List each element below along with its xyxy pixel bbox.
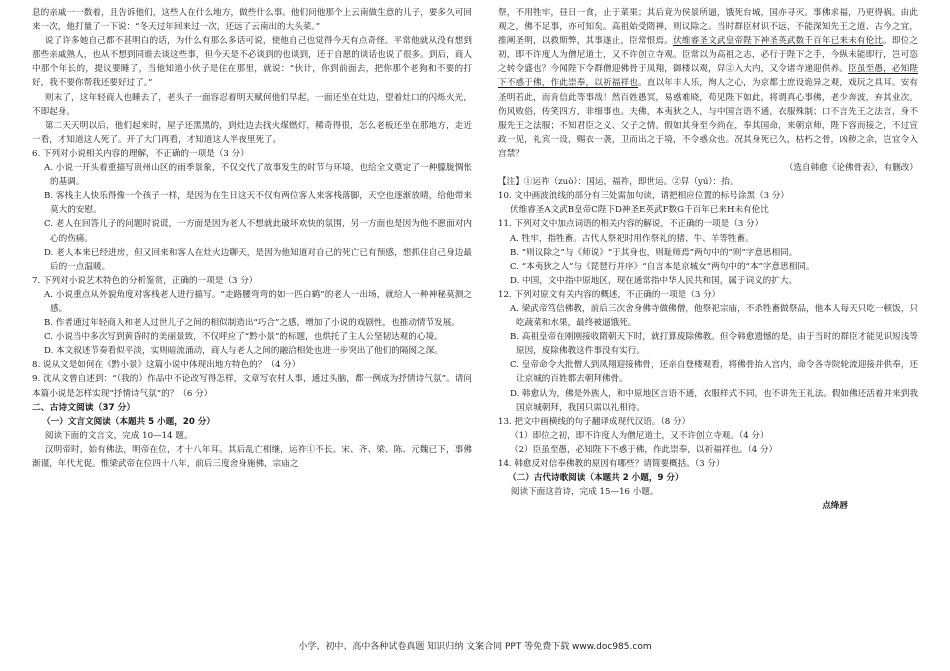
question-9: 9. 沈从文曾自述到：“（我的）作品中不论改写得怎样，文章写农村人事，通过头脑，都一例成为抒情诗气氛”。请问本篇小说是怎样实现“抒情诗气氛”的？（6 分） — [32, 374, 472, 399]
annotation-note: 【注】①运祚（zuò）：国运，福祚，即世运。②舁（yú）：抬。 — [498, 177, 739, 188]
question-6-option-c: C. 老人在回答儿子的问题时说谎，一方面是因为老人不想就此破坏欢快的氛围，另一方面也是因为他不愿面对内心的伤痛。 — [44, 219, 472, 244]
question-12: 12. 下列对原文有关内容的概述，不正确的一项是（3 分） — [498, 289, 721, 300]
classical-text — [498, 6, 918, 161]
question-7-option-b: B. 作者通过年轻商人和老人过世儿子之间的相似制造出“巧合”之感，增加了小说的戏剧性，也推动情节发展。 — [44, 318, 460, 329]
question-13-item-2: （2）臣虽至愚，必知陛下不惑于佛，作此崇奉，以祈福祥也。（4 分） — [510, 444, 778, 455]
question-12-option-c: C. 皇帝命令大批僧人到凤翔迎接佛骨，还亲自登楼观看，将佛骨抬入宫内，命令各寺院轮流迎接并供奉，还让京城的百姓都去朝拜佛骨。 — [510, 360, 918, 385]
question-13: 13. 把文中画横线的句子翻译成现代汉语。（8 分） — [498, 416, 691, 427]
question-6-option-d: D. 老人本来已经进房，但又回来和客人在灶火边聊天，是因为他知道对自己的死亡已有预感，想抓住自己身边最后的一点温暖。 — [44, 247, 472, 272]
source-citation: （选自韩愈《论佛骨表》，有删改） — [784, 163, 918, 174]
footer-text: 小学、初中、高中各种试卷真题 知识归纳 文案合同 PPT 等免费下载 www.doc985.com — [298, 642, 652, 652]
reading-instruction: 阅读下面的文言文，完成 10—14 题。 — [44, 430, 193, 441]
question-7: 7. 下列对小说艺术特色的分析鉴赏，正确的一项是（3 分） — [32, 275, 258, 286]
question-12-option-b: B. 高祖皇帝在刚刚接收隋朝天下时，就打算废除佛教。但令韩愈遗憾的是，由于当时的群臣才能见识短浅等原因，废除佛教这件事没有实行。 — [510, 332, 918, 357]
subsection-heading: （二）古代诗歌阅读（本题共 2 小题，9 分） — [508, 473, 684, 484]
poem-title: 点绛唇 — [822, 501, 848, 512]
question-8: 8. 说从文是如何在《黔小景》这篇小说中体现出地方特色的？（4 分） — [32, 360, 301, 371]
left-column — [32, 6, 472, 471]
question-6: 6. 下列对小说相关内容的理解，不正确的一项是（3 分） — [32, 148, 249, 159]
story-paragraph: 说了许多她自己都不甚明白的话，为什么有那么多话可说，使他自己也觉得今天有点奇怪。平常他就从没有想到那些亲戚熟人，也从不想到同谁去谈这些事，但今天是不必谈到的也谈到，还于自愿的谈话也说了很多。到后，商人中那个年长的，提议要睡了，当他知道小伙子是住在那里，就说：“伙计，你到前面去，把你那个老狗和不要的打好，我不要你帮我还要好过了。” — [32, 36, 472, 89]
classical-text-part: 。直以年丰人乐，徇人之心，为京都士庶设诡异之观，戏玩之具耳。安有圣明若此，而肯信此等事哉！然百姓愚冥，易惑难晓，苟见陛下如此，将谓真心事佛，老少奔波，弃其业次。伤风败俗，传笑四方，非细事也。夫佛，本夷狄之人，与中国言语不通，衣服殊制；口不言先王之法言，身不服先王之法服；不知君臣之义、父子之情。假如其身至今尚在，奉其国命，来朝京师，陛下容而接之，不过宣政一见，礼宾一设，赐衣一袭，卫而出之于境，不令惑众也。况其身死已久，枯朽之骨，凶秽之余，岂宜令入宫禁？ — [498, 78, 918, 159]
question-11: 11. 下列对文中加点词语的相关内容的解说，不正确的一项是（3 分） — [498, 219, 764, 230]
question-7-option-a: A. 小说重点从外貌角度对客栈老人进行描写。“走路腰弯弯的如一匹白鹤”的老人一出场，就给人一种神秘莫测之感。 — [44, 289, 472, 314]
story-paragraph: 则末了，这年轻商人也睡去了，老头子一面容忍着明天赋何他们早起，一面还坐在灶边，望着灶口的闪烁火光，不即起身。 — [32, 92, 472, 117]
classical-text: 汉明帝时，始有佛法，明帝在位，才十八年耳。其后乱亡相继，运祚①不长。宋、齐、梁、陈、元魏已下，事佛渐谨，年代尤促。惟梁武帝在位四十八年，前后三度舍身施佛，宗庙之 — [32, 444, 472, 469]
question-11-option-a: A. 牲牢，指牲畜。古代人祭祀时用作祭礼的猪、牛、羊等牲畜。 — [510, 233, 754, 244]
question-10: 10. 文中画波浪线的部分有三处需加句读，请把相应位置的标号涂黑（3 分） — [498, 191, 790, 202]
question-13-item-1: （1）即位之初，即不许度人为僧尼道士，又不许创立寺观。（4 分） — [510, 430, 769, 441]
question-6-option-a: A. 小说一开头着重描写贵州山区的雨季景象，不仅交代了故事发生的时节与环境，也给全文奠定了一种朦胧惆怅的基调。 — [44, 163, 472, 188]
underlined-sentence: 臣虽至愚，必知陛下不惑于佛，作此崇奉，以祈福祥也 — [498, 64, 918, 89]
section-heading: 二、古诗文阅读（37 分） — [32, 402, 136, 413]
question-11-option-c: C. “本夷狄之人”与《琵琶行并序》“自言本是京城女”两句中的“本”字意思相同。 — [510, 261, 815, 272]
question-12-option-a: A. 梁武帝笃信佛教，前后三次舍身佛寺做佛僧，他祭祀宗庙，不杀牲畜做祭品，他本人每天只吃一顿饭，只吃蔬菜和水果，最终被逼饿死。 — [510, 303, 918, 329]
right-column — [498, 6, 918, 513]
classical-text-part: 祭，不用牲牢，昼日一食，止于菜果；其后竟为侯景所逼，饿死台城，国亦寻灭。事佛求福，乃更得祸。由此观之，佛不足事，亦可知矣。高祖始受隋禅，则议除之。当时群臣材识不远，不能深知先王之道、古今之宜，推阐圣明，以救斯弊，其事遂止，臣常恨焉。 — [498, 8, 918, 47]
question-12-option-d: D. 韩愈认为，佛是外族人，和中原地区言语不通，衣服样式不同，也不讲先王礼法。假如佛还活着并来到我国京城朝拜，我国只需以礼相待。 — [510, 388, 918, 413]
reading-instruction: 阅读下面这首诗，完成 15—16 小题。 — [510, 487, 659, 498]
question-6-option-b: B. 客栈主人快乐得像一个孩子一样，是因为在生日这天不仅有两位客人来客栈落脚，天空也逐渐放晴，给他带来莫大的安慰。 — [44, 191, 472, 216]
question-10-text: 伏维睿圣A文武B皇帝C陛下D神圣E英武F数G千百年已来H未有伦比 — [510, 205, 769, 216]
question-7-option-d: D. 本文叙述节奏看似平淡，实则暗流涌动，商人与老人之间的融洽相处也进一步突出了他们的隔阂之深。 — [44, 346, 443, 357]
question-11-option-b: B. “则议除之”与《师说》“于其身也，则耻师焉”两句中的“则”字意思相同。 — [510, 247, 798, 258]
subsection-heading: （一）文言文阅读（本题共 5 小题，20 分） — [42, 416, 216, 427]
question-7-option-c: C. 小说当中多次写到黄昏时的美丽景致，不仅呼应了“黔小景”的标题，也烘托了主人公坚韧达观的心境。 — [44, 332, 443, 343]
classical-text-part: 。即位之初，即不许度人为僧尼道士，又不许创立寺观。臣常以为高祖之志，必行于陛下之手，今纵未能即行，岂可恣之转令盛也？今闻陛下令群僧迎佛骨于凤翔，御楼以观，舁②入大内，又令诸寺递迎供养。 — [498, 36, 918, 75]
question-14: 14. 韩愈反对信奉佛教的原因有哪些？请简要概括。（3 分） — [498, 459, 725, 469]
story-paragraph: 第二天天明以后，他们起来时，屋子还黑黑的，到灶边去找火煤燃灯，稀奇得很，怎么老板还坐在那地方，走近一看，才知道这人死了。开了大门再看，才知道这人半夜里死了。 — [32, 120, 472, 145]
question-11-option-d: D. 中国，文中指中原地区，现在通常指中华人民共和国，属于词义的扩大。 — [510, 275, 798, 286]
story-paragraph: 息的亲戚一一数着，且告诉他们，这些人在什么地方，做些什么事。他们问他那个上云南做生意的儿子，要多久可回来一次，他打量了一下说：“冬天过年回来过一次，还远了云南出的大头菜。” — [32, 8, 472, 33]
wavy-underlined-sentence: 伏维睿圣文武皇帝陛下神圣英武数千百年已来未有伦比 — [673, 36, 884, 47]
